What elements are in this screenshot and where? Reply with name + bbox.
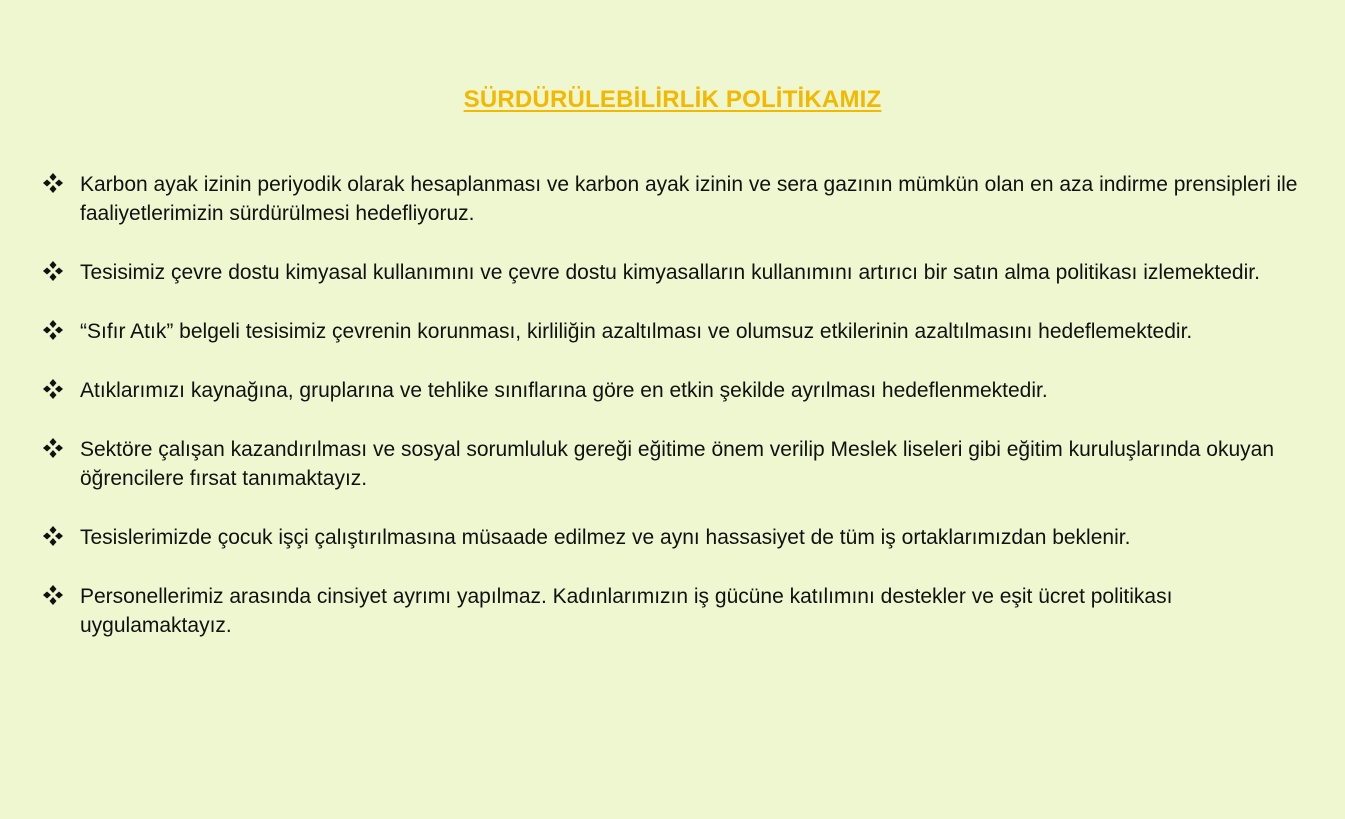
four-diamond-bullet-icon [42,378,64,400]
list-item [42,258,1302,287]
list-item [42,317,1302,346]
list-item [42,523,1302,552]
list-item [42,582,1302,640]
list-item-text: Atıklarımızı kaynağına, gruplarına ve tehlike sınıflarına göre en etkin şekilde ayrılması hedeflenmektedir. [80,379,1048,402]
list-item [42,376,1302,405]
four-diamond-bullet-icon [42,172,64,194]
list-item-text: Tesisimiz çevre dostu kimyasal kullanımını ve çevre dostu kimyasalların kullanımını artırıcı bir satın alma politikası izlemektedir. [80,261,1260,284]
four-diamond-bullet-icon [42,584,64,606]
list-item [42,170,1302,228]
four-diamond-bullet-icon [42,319,64,341]
list-item-text: Karbon ayak izinin periyodik olarak hesaplanması ve karbon ayak izinin ve sera gazının mümkün olan en aza indirme prensipleri ile faaliyetlerimizin sürdürülmesi hedefliyoruz. [80,173,1298,225]
policy-list [42,170,1302,670]
four-diamond-bullet-icon [42,437,64,459]
four-diamond-bullet-icon [42,260,64,282]
page-title: SÜRDÜRÜLEBİLİRLİK POLİTİKAMIZ [463,86,882,113]
list-item [42,435,1302,493]
page-title-container [0,78,1345,115]
four-diamond-bullet-icon [42,525,64,547]
list-item-text: “Sıfır Atık” belgeli tesisimiz çevrenin korunması, kirliliğin azaltılması ve olumsuz etkilerinin azaltılmasını hedeflemektedir. [80,320,1193,343]
list-item-text: Sektöre çalışan kazandırılması ve sosyal sorumluluk gereği eğitime önem verilip Meslek liseleri gibi eğitim kuruluşlarında okuyan öğrencilere fırsat tanımaktayız. [80,438,1275,490]
list-item-text: Tesislerimizde çocuk işçi çalıştırılmasına müsaade edilmez ve aynı hassasiyet de tüm iş ortaklarımızdan beklenir. [80,526,1131,549]
list-item-text: Personellerimiz arasında cinsiyet ayrımı yapılmaz. Kadınlarımızın iş gücüne katılımını destekler ve eşit ücret politikası uygulamaktayız. [80,585,1173,637]
